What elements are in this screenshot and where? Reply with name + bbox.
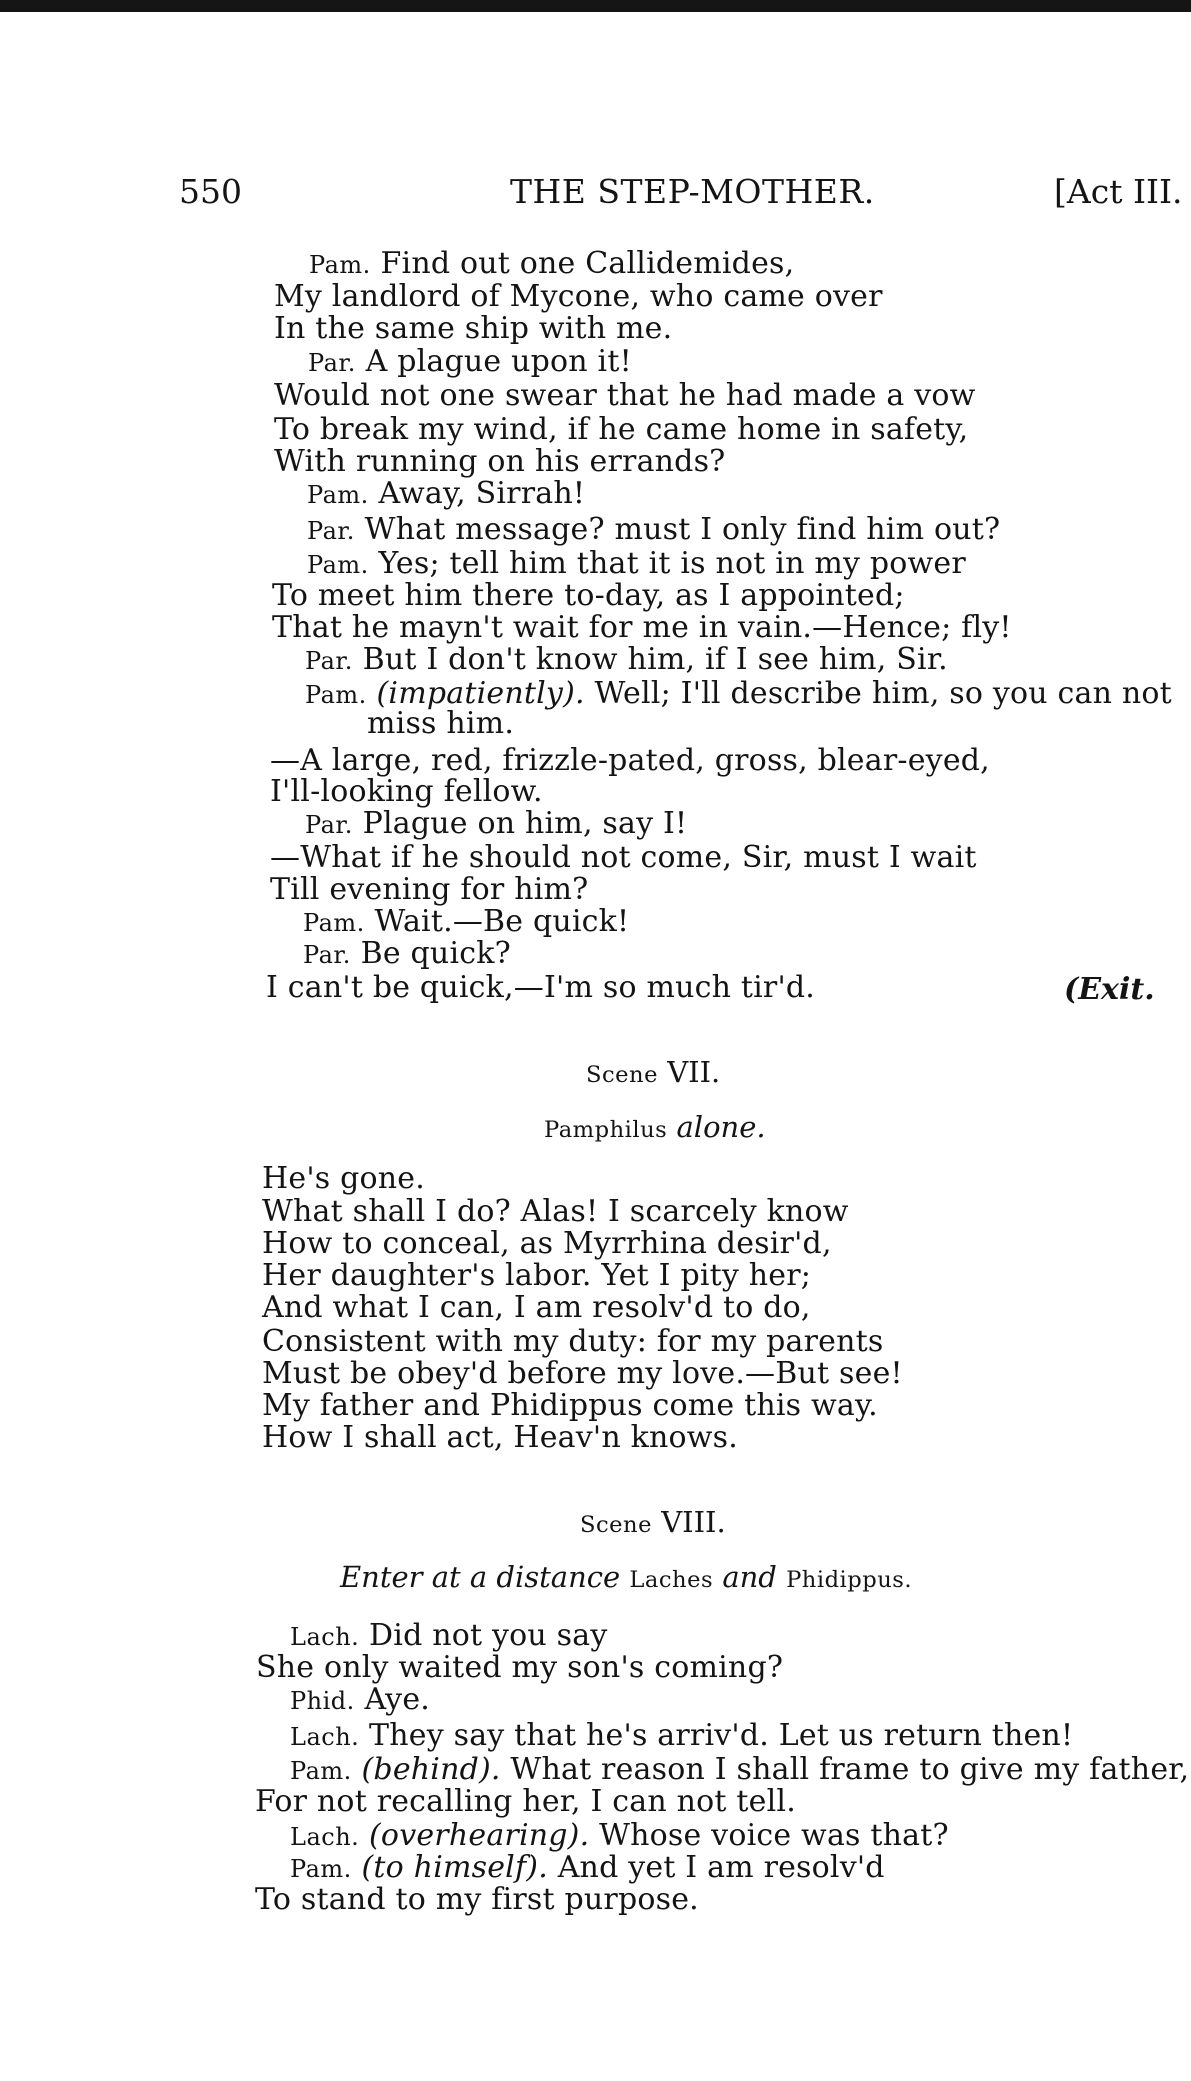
verse-line: In the same ship with me.: [274, 311, 673, 346]
line-text: Well; I'll describe him, so you can not: [594, 676, 1172, 711]
line-text: Away, Sirrah!: [378, 476, 586, 511]
verse-line: For not recalling her, I can not tell.: [255, 1784, 796, 1819]
line-text: What reason I shall frame to give my father,: [510, 1752, 1190, 1787]
line-text: Plague on him, say I!: [362, 806, 688, 841]
speaker: Pam.: [303, 909, 365, 937]
line-text: What message? must I only find him out?: [364, 512, 1001, 547]
stage-direction: Enter at a distance: [340, 1560, 621, 1594]
running-header: [0, 172, 1191, 222]
dialogue-line: [307, 548, 966, 581]
stage-direction: (to himself).: [361, 1850, 548, 1885]
verse-line: —What if he should not come, Sir, must I wait: [270, 840, 977, 875]
speaker: Par.: [303, 941, 351, 969]
speaker: Par.: [305, 811, 353, 839]
verse-line: My landlord of Mycone, who came over: [274, 279, 883, 314]
dialogue-line: [303, 938, 511, 971]
verse-line: How I shall act, Heav'n knows.: [262, 1420, 738, 1455]
verse-line: miss him.: [367, 706, 515, 741]
verse-line: What shall I do? Alas! I scarcely know: [262, 1194, 849, 1229]
speaker: Pam.: [290, 1855, 352, 1883]
dialogue-line: [305, 808, 687, 841]
verse-line: Would not one swear that he had made a vow: [274, 378, 976, 413]
line-text: Whose voice was that?: [599, 1818, 949, 1853]
stage-direction: alone.: [676, 1110, 766, 1144]
scan-top-edge: [0, 0, 1191, 12]
scene-subtitle: [544, 1110, 766, 1144]
speaker: Lach.: [290, 1623, 360, 1651]
dialogue-line: [290, 1754, 1189, 1787]
character-name: Pamphilus: [544, 1117, 668, 1143]
dialogue-line: [309, 248, 794, 281]
scene-subtitle: [340, 1560, 912, 1594]
speaker: Pam.: [305, 681, 367, 709]
verse-line: —A large, red, frizzle-pated, gross, blear-eyed,: [270, 743, 990, 778]
verse-line: How to conceal, as Myrrhina desir'd,: [262, 1226, 832, 1261]
act-label: [Act III.: [1054, 172, 1183, 211]
speaker: Pam.: [307, 481, 369, 509]
line-text: Did not you say: [369, 1618, 608, 1653]
speaker: Pam.: [290, 1757, 352, 1785]
line-text: And yet I am resolv'd: [557, 1850, 885, 1885]
line-text: Yes; tell him that it is not in my power: [378, 546, 966, 581]
dialogue-line: [290, 1720, 1073, 1753]
page-number: 550: [179, 172, 242, 211]
verse-line: My father and Phidippus come this way.: [262, 1388, 878, 1423]
dialogue-line: [308, 346, 632, 379]
verse-line: To meet him there to-day, as I appointed;: [272, 578, 905, 613]
verse-line: With running on his errands?: [274, 444, 726, 479]
stage-direction: and: [722, 1560, 777, 1594]
speaker: Par.: [307, 517, 355, 545]
speaker: Par.: [308, 349, 356, 377]
character-name: Phidippus.: [786, 1567, 913, 1593]
verse-line: Consistent with my duty: for my parents: [262, 1324, 884, 1359]
stage-direction-exit: (Exit.: [1064, 972, 1155, 1007]
speaker: Par.: [305, 647, 353, 675]
speaker: Phid.: [290, 1687, 355, 1715]
dialogue-line: [305, 644, 948, 677]
scene-word: Scene: [586, 1062, 658, 1088]
speaker: Lach.: [290, 1723, 360, 1751]
dialogue-line: [290, 1684, 430, 1717]
stage-direction: (impatiently).: [376, 676, 585, 711]
stage-direction: (overhearing).: [369, 1818, 590, 1853]
dialogue-line: [307, 478, 585, 511]
dialogue-line: [290, 1852, 885, 1885]
stage-direction: (behind).: [361, 1752, 501, 1787]
verse-line: To break my wind, if he came home in safety,: [274, 412, 969, 447]
verse-line: Must be obey'd before my love.—But see!: [262, 1356, 903, 1391]
line-text: But I don't know him, if I see him, Sir.: [362, 642, 948, 677]
running-title: THE STEP-MOTHER.: [510, 172, 875, 211]
verse-line: She only waited my son's coming?: [256, 1650, 784, 1685]
line-text: Wait.—Be quick!: [374, 904, 630, 939]
verse-line: That he mayn't wait for me in vain.—Hence; fly!: [272, 610, 1012, 645]
line-text: Find out one Callidemides,: [380, 246, 795, 281]
verse-line: Her daughter's labor. Yet I pity her;: [262, 1258, 812, 1293]
line-text: A plague upon it!: [365, 344, 632, 379]
scene-number: VIII.: [661, 1505, 726, 1539]
verse-line: To stand to my first purpose.: [255, 1882, 699, 1917]
speaker: Pam.: [307, 551, 369, 579]
line-text: Aye.: [364, 1682, 431, 1717]
scene-number: VII.: [667, 1055, 721, 1089]
line-text: They say that he's arriv'd. Let us return then!: [369, 1718, 1074, 1753]
verse-line: I can't be quick,—I'm so much tir'd.: [266, 970, 816, 1005]
verse-line: And what I can, I am resolv'd to do,: [262, 1290, 811, 1325]
line-text: Be quick?: [360, 936, 511, 971]
speaker: Lach.: [290, 1823, 360, 1851]
dialogue-line: [303, 906, 629, 939]
scene-heading: [580, 1505, 726, 1539]
speaker: Pam.: [309, 251, 371, 279]
verse-line: Till evening for him?: [270, 872, 589, 907]
verse-line: I'll-looking fellow.: [270, 774, 543, 809]
scene-word: Scene: [580, 1512, 652, 1538]
scene-heading: [586, 1055, 720, 1089]
character-name: Laches: [629, 1567, 714, 1593]
dialogue-line: [307, 514, 1000, 547]
dialogue-line: [290, 1620, 608, 1653]
verse-line: He's gone.: [262, 1161, 425, 1196]
dialogue-line: [290, 1820, 949, 1853]
